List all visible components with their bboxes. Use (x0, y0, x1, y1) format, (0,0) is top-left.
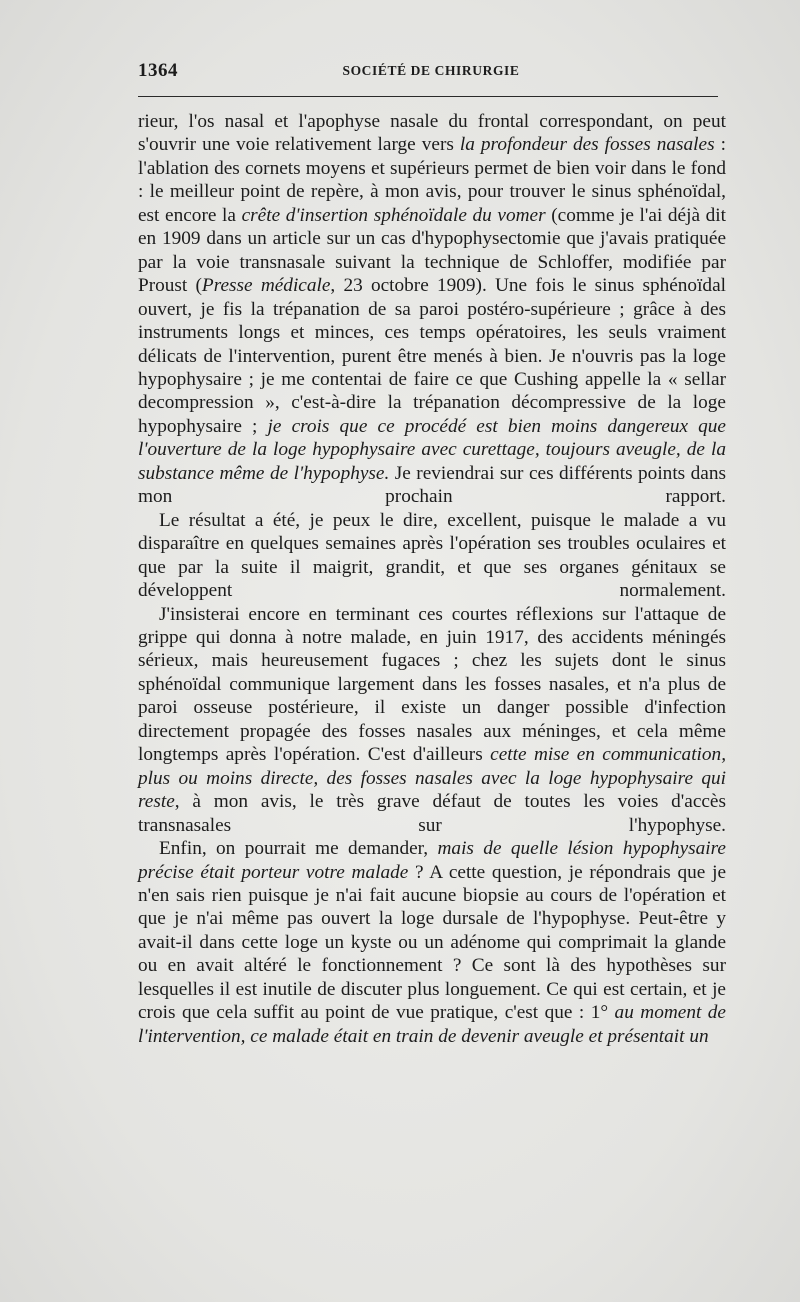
running-title: SOCIÉTÉ DE CHIRURGIE (342, 63, 520, 78)
paragraph-result (138, 509, 726, 603)
paragraph-continued (138, 110, 726, 509)
text-segment: , 23 octobre 1909). Une fois le sinus sphénoïdal ouvert, je fis la trépanation de sa paroi postéro-supérieure ; grâce à des instruments longs et minces, ces temps opératoires, les seuls vraiment délicats de l'intervention, purent être menés à bien. Je n'ouvris pas la loge hypophysaire ; je me contentai de faire ce que Cushing appelle la « sellar decompression », c'est-à-dire la trépanation décompressive de la loge hypophysaire ; (138, 275, 726, 437)
text-segment: rieur, l'os nasal et l'apophyse nasale du frontal correspondant, on peut s'ouvrir une voie relativement large vers (138, 111, 726, 156)
header-rule (138, 96, 718, 97)
italic-segment: cette mise en communication, plus ou moins directe, des fosses nasales avec la loge hypophysaire qui reste (138, 744, 727, 813)
text-segment: J'insisterai encore en terminant ces courtes réflexions sur l'attaque de grippe qui donna à notre malade, en juin 1917, des accidents méningés sérieux, mais heureusement fugaces ; chez les sujets dont le sinus sphénoïdal communique largement dans les fosses nasales, et n'a plus de paroi osseuse postérieure, il existe un danger possible d'infection directement propagée des fosses nasales aux méninges, et cela même longtemps après l'opération. C'est d'ailleurs (138, 603, 726, 766)
text-segment: Le résultat a été, je peux le dire, excellent, puisque le malade a vu disparaître en quelques semaines après l'opération ses troubles oculaires et que par la suite il maigrit, grandit, et que ses organes génitaux se développent normalement. (138, 509, 726, 602)
italic-segment: Presse médicale (201, 275, 331, 297)
italic-segment: je crois que ce procédé est bien moins dangereux que l'ouverture de la loge hypophysaire avec curettage, toujours aveugle, de la substance même de l'hypophyse. (138, 415, 726, 484)
italic-segment: la profondeur des fosses nasales (459, 134, 715, 156)
italic-segment: mais de quelle lésion hypophysaire précise était porteur votre malade (138, 838, 726, 883)
page-number: 1364 (138, 60, 178, 81)
text-segment: Enfin, on pourrait me demander, (159, 838, 438, 860)
text-segment: , à mon avis, le très grave défaut de toutes les voies d'accès transnasales sur l'hypophyse. (138, 791, 726, 836)
paragraph-grippe (138, 603, 726, 838)
italic-segment: au moment de l'intervention, ce malade était en train de devenir aveugle et présentait un (138, 1002, 726, 1047)
text-segment: ? A cette question, je répondrais que je n'en sais rien puisque je n'ai fait aucune biopsie au cours de l'opération et que je n'ai même pas ouvert la loge dursale de l'hypophyse. Peut-être y avait-il dans cette loge un kyste ou un adénome qui comprimait la glande ou en avait altéré le fonctionnement ? Ce sont là des hypothèses sur lesquelles il est inutile de discuter plus longuement. Ce qui est certain, et je crois que cela suffit au point de vue pratique, c'est que : 1° (138, 861, 726, 1024)
page-header (138, 60, 724, 86)
text-segment: (comme je l'ai déjà dit en 1909 dans un article sur un cas d'hypophysectomie que j'avais pratiquée par la voie transnasale suivant la technique de Schloffer, modifiée par Proust ( (138, 204, 727, 297)
body-text (138, 110, 726, 1048)
text-segment: Je reviendrai sur ces différents points dans mon prochain rapport. (138, 462, 726, 508)
text-segment: : l'ablation des cornets moyens et supérieurs permet de bien voir dans le fond : le meilleur point de repère, à mon avis, pour trouver le sinus sphénoïdal, est encore la (138, 134, 726, 226)
italic-segment: crête d'insertion sphénoïdale du vomer (241, 204, 546, 226)
paragraph-lesion (138, 837, 726, 1048)
